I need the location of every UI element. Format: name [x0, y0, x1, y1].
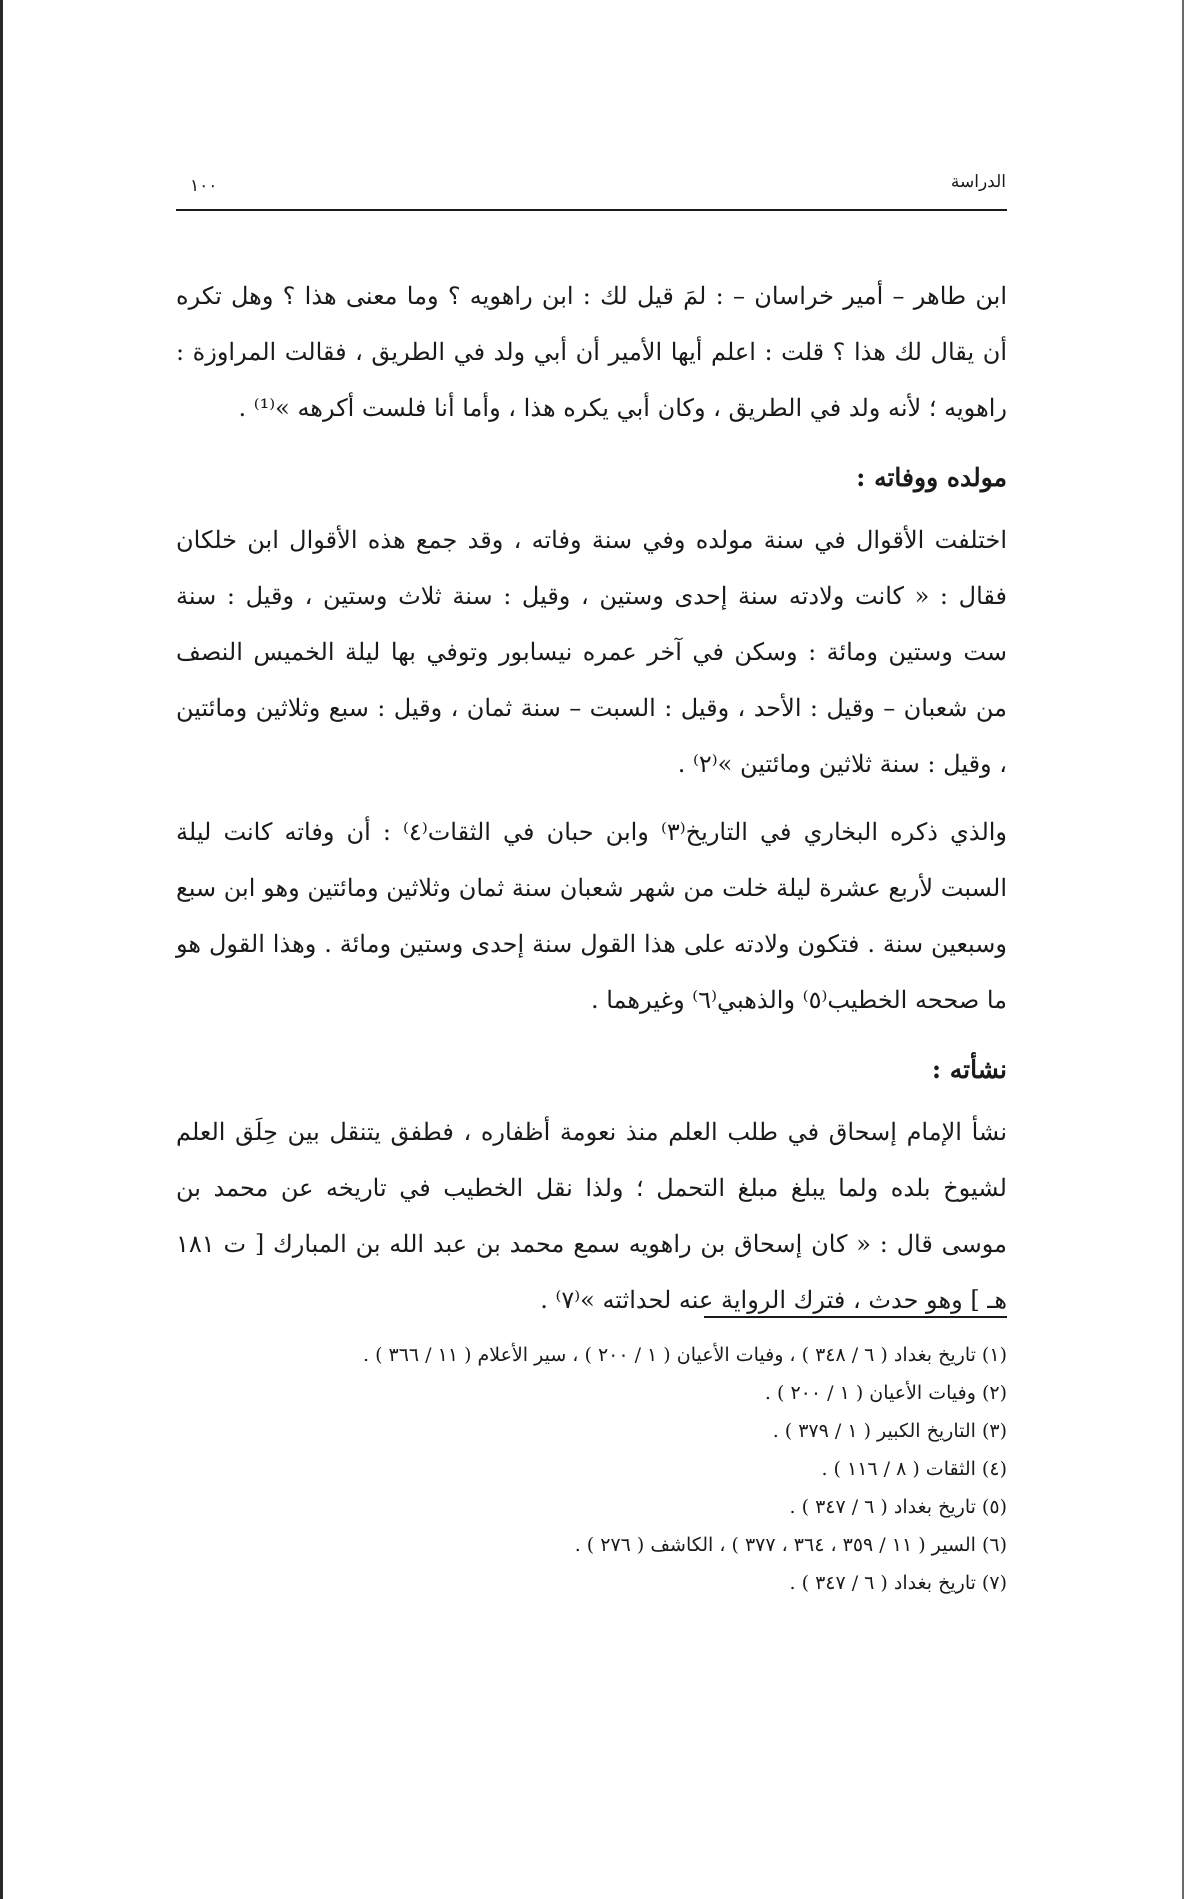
footnote-rule	[704, 1316, 1007, 1318]
running-header	[178, 172, 1006, 208]
paragraph-name-origin: ابن طاهر – أمير خراسان – : لمَ قيل لك : ابن راهويه ؟ وما معنى هذا ؟ وهل تكره أن يقال لك هذا ؟ قلت : اعلم أيها الأمير أن أبي ولد في الطريق ، فقالت المراوزة : راهويه ؛ لأنه ولد في الطريق ، وكان أبي يكره هذا ، وأما أنا فلست أكرهه »⁽¹⁾ .	[176, 282, 1007, 422]
paragraph-birth-death-sayings: اختلفت الأقوال في سنة مولده وفي سنة وفاته ، وقد جمع هذه الأقوال ابن خلكان فقال : « كانت ولادته سنة إحدى وستين ، وقيل : سنة ثلاث وستين ، وقيل : سنة ست وستين ومائة : وسكن في آخر عمره نيسابور وتوفي بها ليلة الخميس النصف من شعبان – وقيل : الأحد ، وقيل : السبت – سنة ثمان ، وقيل : سبع وثلاثين ومائتين ، وقيل : سنة ثلاثين ومائتين »⁽٢⁾ .	[176, 526, 1007, 778]
footnote-5: (٥) تاريخ بغداد ( ٦ / ٣٤٧ ) .	[789, 1496, 1007, 1518]
page-number: ١٠٠	[190, 176, 218, 196]
footnote-6: (٦) السير ( ١١ / ٣٥٩ ، ٣٦٤ ، ٣٧٧ ) ، الكاشف ( ٢٧٦ ) .	[574, 1534, 1007, 1556]
footnote-7: (٧) تاريخ بغداد ( ٦ / ٣٤٧ ) .	[789, 1572, 1007, 1594]
footnote-4: (٤) الثقات ( ٨ / ١١٦ ) .	[821, 1458, 1007, 1480]
footnote-3: (٣) التاريخ الكبير ( ١ / ٣٧٩ ) .	[772, 1420, 1007, 1442]
page-edge-left	[0, 0, 3, 1899]
footnotes-list	[176, 1336, 1007, 1602]
header-rule	[176, 209, 1007, 211]
heading-birth-death: مولده ووفاته :	[856, 463, 1007, 492]
heading-upbringing: نشأته :	[931, 1055, 1007, 1084]
footnote-1: (١) تاريخ بغداد ( ٦ / ٣٤٨ ) ، وفيات الأعيان ( ١ / ٢٠٠ ) ، سير الأعلام ( ١١ / ٣٦٦ ) .	[362, 1344, 1007, 1366]
section-title: الدراسة	[950, 172, 1006, 192]
paragraph-correct-date: والذي ذكره البخاري في التاريخ⁽٣⁾ وابن حبان في الثقات⁽٤⁾ : أن وفاته كانت ليلة السبت لأربع عشرة ليلة خلت من شهر شعبان سنة ثمان وثلاثين ومائتين وهو ابن سبع وسبعين سنة . فتكون ولادته على هذا القول سنة إحدى وستين ومائة . وهذا القول هو ما صححه الخطيب⁽٥⁾ والذهبي⁽٦⁾ وغيرهما .	[176, 818, 1008, 1014]
footnote-2: (٢) وفيات الأعيان ( ١ / ٢٠٠ ) .	[764, 1382, 1007, 1404]
main-text	[176, 268, 1007, 1328]
paragraph-upbringing: نشأ الإمام إسحاق في طلب العلم منذ نعومة أظفاره ، فطفق يتنقل بين حِلَق العلم لشيوخ بلده ولما يبلغ مبلغ التحمل ؛ ولذا نقل الخطيب في تاريخه عن محمد بن موسى قال : « كان إسحاق بن راهويه سمع محمد بن عبد الله بن المبارك [ ت ١٨١ هـ ] وهو حدث ، فترك الرواية عنه لحداثته »⁽٧⁾ .	[176, 1118, 1007, 1314]
